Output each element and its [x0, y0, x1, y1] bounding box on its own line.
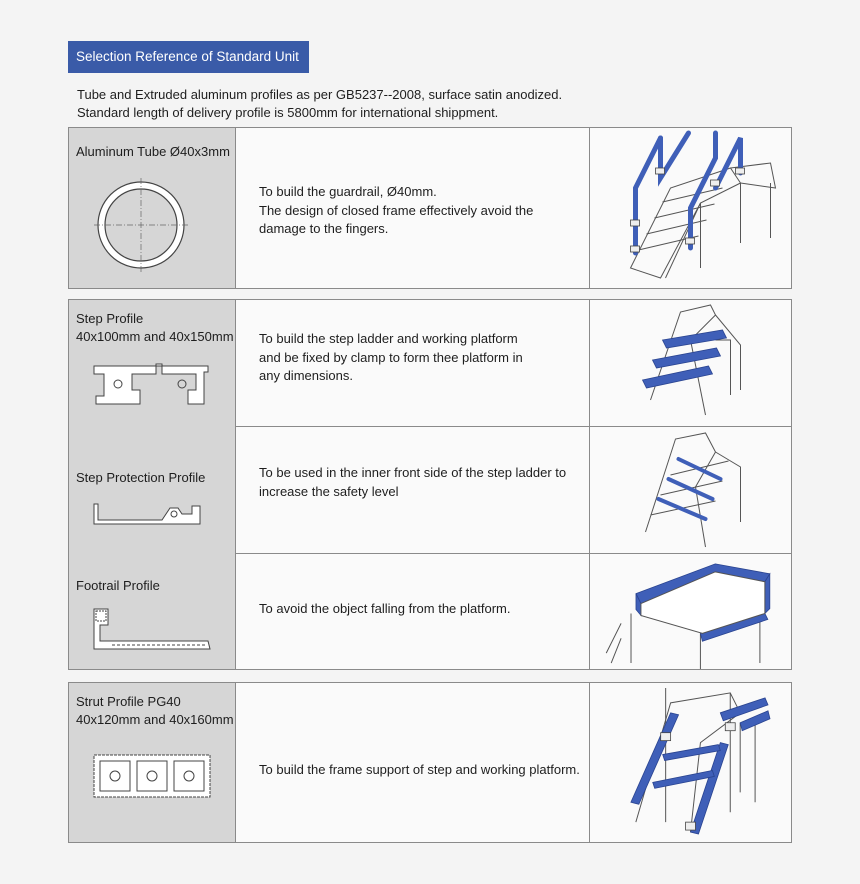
footrail-desc-line-1: To avoid the object falling from the platform.: [259, 601, 511, 616]
intro-text: [77, 86, 562, 122]
step-profile-name-line-1: Step Profile: [76, 311, 144, 326]
step-row: [235, 300, 791, 426]
footrail-platform-illustration: [589, 554, 791, 669]
tube-desc-line-2: The design of closed frame effectively avoid the: [259, 202, 534, 218]
step-desc-line-3: any dimensions.: [259, 368, 353, 383]
tube-description: [259, 183, 533, 239]
tube-cross-section-drawing: [94, 178, 189, 273]
step-desc-line-2: and be fixed by clamp to form thee platform in: [259, 349, 523, 365]
step-profile-drawing: [92, 360, 210, 408]
strut-profile-name: [76, 693, 234, 729]
protection-profile-name: Step Protection Profile: [76, 470, 206, 485]
intro-line-1: Tube and Extruded aluminum profiles as per GB5237--2008, surface satin anodized.: [77, 87, 563, 102]
strut-description: [259, 761, 580, 780]
step-description: [259, 330, 523, 386]
step-profile-name-line-2: 40x100mm and 40x150mm: [76, 329, 234, 344]
step-desc-line-1: To build the step ladder and working platform: [259, 331, 518, 346]
tube-profile-panel: [69, 128, 236, 288]
footrail-profile-name: Footrail Profile: [76, 578, 160, 593]
protection-description: [259, 464, 566, 501]
tube-row: [235, 128, 791, 288]
step-ladder-illustration: [589, 300, 791, 426]
footrail-description: [259, 600, 510, 619]
protection-profile-drawing: [92, 500, 210, 528]
strut-row: [235, 683, 791, 842]
footrail-profile-drawing: [92, 605, 214, 655]
protection-desc-line-1: To be used in the inner front side of the step ladder to: [259, 465, 567, 480]
section-header: Selection Reference of Standard Unit: [68, 41, 309, 73]
protection-desc-line-2: increase the safety level: [259, 483, 399, 499]
strut-profile-name-line-2: 40x120mm and 40x160mm: [76, 712, 234, 727]
tube-block: [68, 127, 792, 289]
step-protection-illustration: [589, 427, 791, 554]
step-block: [68, 299, 792, 670]
strut-frame-illustration: [589, 683, 791, 842]
strut-profile-drawing: [92, 753, 212, 799]
intro-line-2: Standard length of delivery profile is 5800mm for international shippment.: [77, 105, 499, 120]
protection-row: [235, 426, 791, 554]
step-profiles-panel: [69, 300, 236, 669]
guardrail-stair-illustration: [589, 128, 791, 288]
tube-desc-line-1: To build the guardrail, Ø40mm.: [259, 184, 437, 199]
strut-block: [68, 682, 792, 843]
tube-profile-name: Aluminum Tube Ø40x3mm: [76, 144, 230, 159]
tube-desc-line-3: damage to the fingers.: [259, 221, 389, 236]
footrail-row: [235, 553, 791, 669]
strut-profile-name-line-1: Strut Profile PG40: [76, 694, 181, 709]
strut-desc-line-1: To build the frame support of step and working platform.: [259, 762, 580, 777]
step-profile-name: [76, 310, 234, 346]
strut-profile-panel: [69, 683, 236, 842]
